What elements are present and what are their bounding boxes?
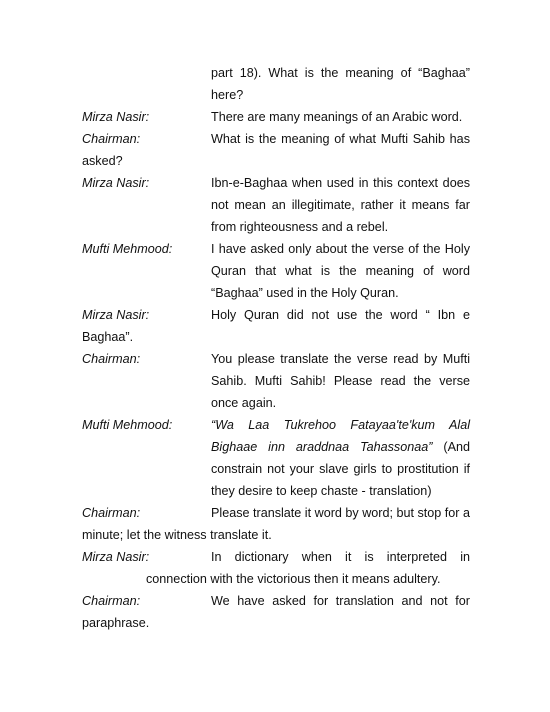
speaker-name: [82, 348, 140, 370]
speaker-colon: :: [136, 352, 141, 366]
speaker-name: [82, 238, 172, 260]
dialogue-line: not mean an illegitimate, rather it means far: [211, 198, 470, 212]
dialogue-line: What is the meaning of what Mufti Sahib has: [211, 132, 470, 146]
speaker-label: Chairman: [82, 132, 137, 146]
dialogue-line: I have asked only about the verse of the Holy: [211, 242, 470, 256]
speaker-label: Mufti Mehmood: [82, 242, 169, 256]
dialogue-line: We have asked for translation and not for: [211, 594, 470, 608]
dialogue-line: Holy Quran did not use the word “ Ibn e: [211, 308, 470, 322]
dialogue-line: Ibn-e-Baghaa when used in this context does: [211, 176, 470, 190]
dialogue-line: Please translate it word by word; but stop for a: [211, 506, 471, 520]
dialogue-line: Quran that what is the meaning of word: [211, 264, 470, 278]
dialogue-line: paraphrase.: [82, 616, 150, 630]
speaker-label: Mirza Nasir: [82, 550, 146, 564]
verse-text: Bighaae inn araddnaa Tahassonaa”: [211, 440, 433, 454]
dialogue-line: “Baghaa” used in the Holy Quran.: [211, 286, 399, 300]
dialogue-line: constrain not your slave girls to prostitution if: [211, 462, 470, 476]
speaker-colon: :: [168, 242, 173, 256]
speaker-colon: :: [145, 176, 150, 190]
speaker-colon: :: [145, 308, 150, 322]
speaker-name: [82, 502, 140, 524]
dialogue-line: minute; let the witness translate it.: [82, 528, 272, 542]
speaker-colon: :: [168, 418, 173, 432]
speaker-label: Mirza Nasir: [82, 308, 146, 322]
dialogue-line: part 18). What is the meaning of “Baghaa”: [211, 66, 470, 80]
dialogue-line: Sahib. Mufti Sahib! Please read the verse: [211, 374, 470, 388]
dialogue-line: once again.: [211, 396, 277, 410]
translation-start: (And: [432, 440, 470, 454]
speaker-label: Mirza Nasir: [82, 110, 146, 124]
speaker-name: [82, 304, 149, 326]
speaker-colon: :: [136, 506, 141, 520]
speaker-colon: :: [136, 594, 141, 608]
speaker-name: [82, 546, 149, 568]
speaker-name: [82, 172, 149, 194]
speaker-name: [82, 414, 172, 436]
speaker-name: [82, 106, 149, 128]
speaker-label: Mirza Nasir: [82, 176, 146, 190]
dialogue-line: In dictionary when it is interpreted in: [211, 550, 470, 564]
dialogue-line: There are many meanings of an Arabic word.: [211, 110, 463, 124]
speaker-name: [82, 128, 140, 150]
speaker-label: Chairman: [82, 352, 137, 366]
speaker-colon: :: [145, 110, 150, 124]
dialogue-line: they desire to keep chaste - translation): [211, 484, 432, 498]
verse-line: “Wa Laa Tukrehoo Fatayaa'te'kum Alal: [211, 418, 470, 432]
dialogue-line: from righteousness and a rebel.: [211, 220, 389, 234]
dialogue-line: [211, 436, 470, 458]
dialogue-line: Baghaa”.: [82, 330, 134, 344]
speaker-colon: :: [145, 550, 150, 564]
speaker-label: Mufti Mehmood: [82, 418, 169, 432]
dialogue-line: You please translate the verse read by Mufti: [211, 352, 470, 366]
speaker-colon: :: [136, 132, 141, 146]
dialogue-line: connection with the victorious then it means adultery.: [146, 572, 441, 586]
dialogue-line: asked?: [82, 154, 123, 168]
speaker-label: Chairman: [82, 594, 137, 608]
speaker-label: Chairman: [82, 506, 137, 520]
speaker-name: [82, 590, 140, 612]
dialogue-line: here?: [211, 88, 244, 102]
